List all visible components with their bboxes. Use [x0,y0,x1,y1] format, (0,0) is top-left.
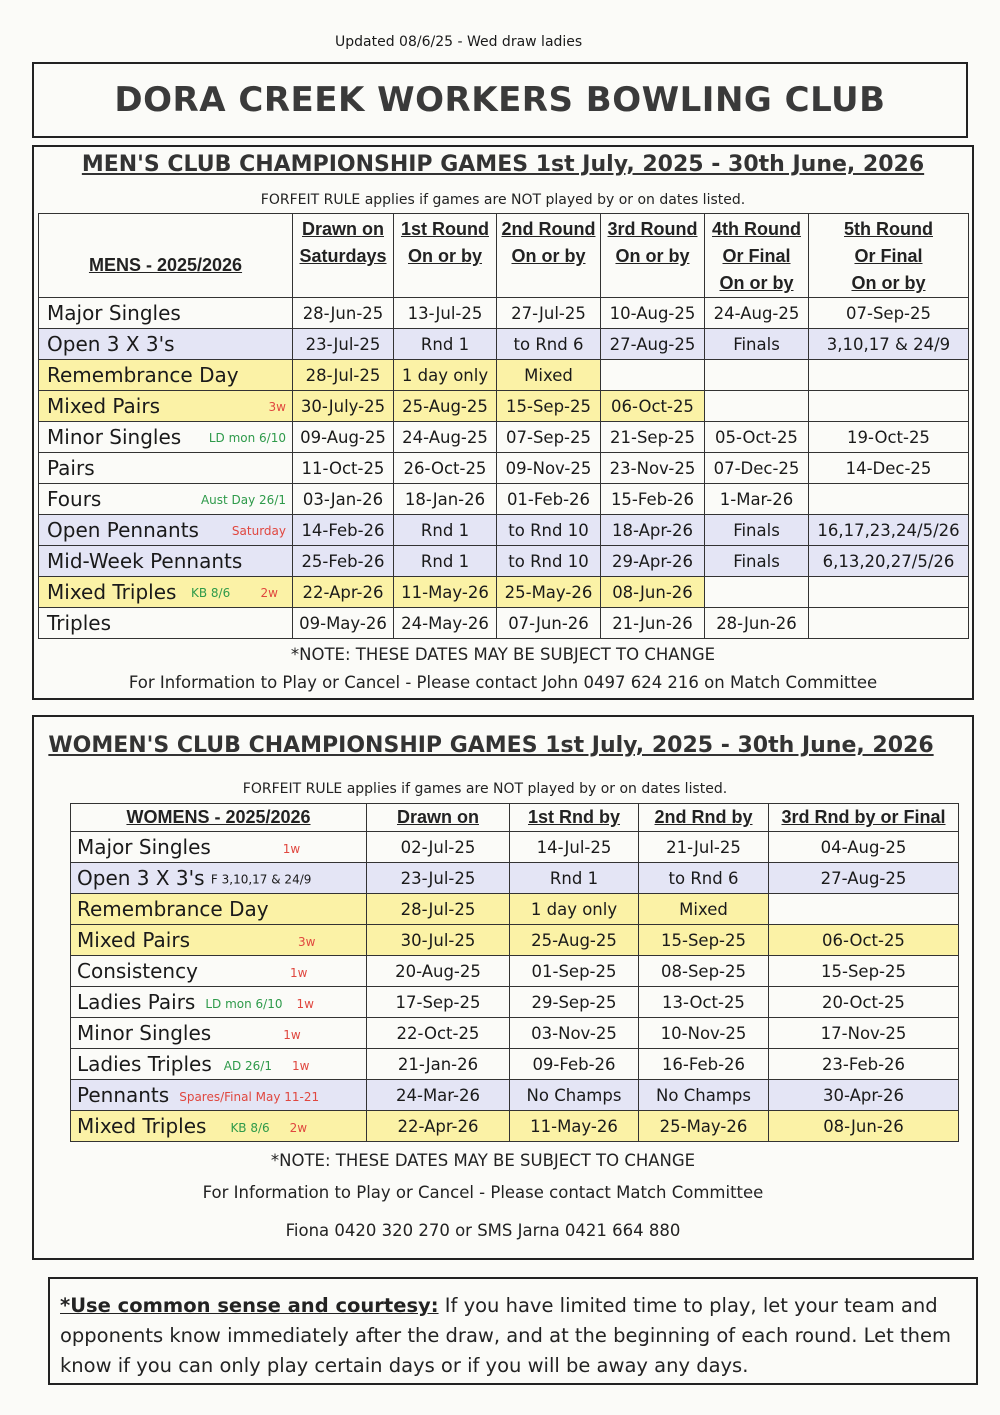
mens-r4-header: 4th Round Or Final On or by [705,214,809,298]
table-row [71,863,959,894]
womens-r1-header: 1st Rnd by [510,804,639,832]
round-1: 03-Nov-25 [510,1018,639,1049]
round-2: 13-Oct-25 [639,987,769,1018]
round-3: 21-Jun-26 [601,608,705,639]
table-row [39,422,969,453]
round-3: 18-Apr-26 [601,515,705,546]
round-3: 27-Aug-25 [601,329,705,360]
event-note: KB 8/6 [230,1120,270,1135]
event-name: Mixed Pairs 3w [39,391,293,422]
table-row [71,925,959,956]
event-note: F 3,10,17 & 24/9 [210,872,312,887]
event-name: Pairs [39,453,293,484]
club-title: DORA CREEK WORKERS BOWLING CLUB [114,80,886,120]
womens-section [32,715,974,1260]
drawn-date: 21-Jan-26 [367,1049,510,1080]
drawn-date: 11-Oct-25 [293,453,394,484]
event-name: Mixed Triples KB 8/6 2w [71,1111,367,1142]
round-2: 15-Sep-25 [497,391,601,422]
round-3: 20-Oct-25 [769,987,959,1018]
table-row [71,1111,959,1142]
round-5: 07-Sep-25 [809,298,969,329]
mens-schedule-table [38,213,969,639]
drawn-date: 30-Jul-25 [367,925,510,956]
event-note-weeks: 2w [289,1120,308,1135]
drawn-date: 22-Apr-26 [293,577,394,608]
drawn-date: 20-Aug-25 [367,956,510,987]
event-name: Open 3 X 3's [39,329,293,360]
round-3: 10-Aug-25 [601,298,705,329]
round-1: 14-Jul-25 [510,832,639,863]
event-note: AD 26/1 [223,1058,272,1073]
event-name: Remembrance Day [39,360,293,391]
round-5: 19-Oct-25 [809,422,969,453]
round-5: 3,10,17 & 24/9 [809,329,969,360]
round-2: 10-Nov-25 [639,1018,769,1049]
round-2: 09-Nov-25 [497,453,601,484]
round-3: 30-Apr-26 [769,1080,959,1111]
event-note: 1w [282,841,301,856]
round-3: 04-Aug-25 [769,832,959,863]
table-row [71,1049,959,1080]
round-4: Finals [705,329,809,360]
drawn-date: 28-Jun-25 [293,298,394,329]
drawn-date: 25-Feb-26 [293,546,394,577]
event-name: Remembrance Day [71,894,367,925]
event-note: Saturday [231,524,286,538]
round-2: to Rnd 6 [639,863,769,894]
event-name: Open Pennants Saturday [39,515,293,546]
event-note-weeks: 1w [296,996,314,1011]
round-4: 1-Mar-26 [705,484,809,515]
table-row [71,894,959,925]
mens-section-title: MEN'S CLUB CHAMPIONSHIP GAMES 1st July, 2025 - 30th June, 2026 [81,152,925,177]
round-1: Rnd 1 [510,863,639,894]
round-1: 24-May-26 [394,608,497,639]
round-1: 01-Sep-25 [510,956,639,987]
round-3 [601,360,705,391]
event-note: 1w [289,965,308,980]
round-2: No Champs [639,1080,769,1111]
event-name: Open 3 X 3's F 3,10,17 & 24/9 [71,863,367,894]
womens-contact-line: For Information to Play or Cancel - Please contact Match Committee [202,1183,764,1202]
table-row [71,1018,959,1049]
event-name: Mixed Pairs 3w [71,925,367,956]
drawn-date: 02-Jul-25 [367,832,510,863]
table-row [39,577,969,608]
mens-section [32,145,974,700]
round-3: 17-Nov-25 [769,1018,959,1049]
round-3: 06-Oct-25 [769,925,959,956]
round-2: 01-Feb-26 [497,484,601,515]
table-row [71,956,959,987]
round-3: 15-Sep-25 [769,956,959,987]
event-name: Consistency 1w [71,956,367,987]
round-5: 14-Dec-25 [809,453,969,484]
updated-note: Updated 08/6/25 - Wed draw ladies [335,34,583,50]
round-2: Mixed [497,360,601,391]
table-row [39,453,969,484]
round-5 [809,391,969,422]
event-note: 3w [268,400,286,414]
table-row [71,987,959,1018]
round-4: Finals [705,515,809,546]
round-3 [769,894,959,925]
womens-forfeit-rule: FORFEIT RULE applies if games are NOT played by or on dates listed. [242,781,728,797]
round-3: 29-Apr-26 [601,546,705,577]
round-2: 15-Sep-25 [639,925,769,956]
drawn-date: 24-Mar-26 [367,1080,510,1111]
round-1: 1 day only [394,360,497,391]
round-2: 25-May-26 [497,577,601,608]
round-4: 28-Jun-26 [705,608,809,639]
round-2: to Rnd 10 [497,515,601,546]
event-note: Spares/Final May 11-21 [179,1089,320,1104]
mens-r3-header: 3rd Round On or by [601,214,705,298]
round-1: 11-May-26 [510,1111,639,1142]
event-note: LD mon 6/10 [205,996,283,1011]
round-1: 13-Jul-25 [394,298,497,329]
event-name: Minor Singles LD mon 6/10 [39,422,293,453]
womens-drawn-header: Drawn on [367,804,510,832]
round-2: 07-Jun-26 [497,608,601,639]
mens-contact-line: For Information to Play or Cancel - Please contact John 0497 624 216 on Match Committee [128,673,878,692]
womens-header-row [71,804,959,832]
event-note: Aust Day 26/1 [200,493,286,507]
womens-r3-header: 3rd Rnd by or Final [769,804,959,832]
round-1: No Champs [510,1080,639,1111]
round-5: 16,17,23,24/5/26 [809,515,969,546]
drawn-date: 17-Sep-25 [367,987,510,1018]
event-name: Major Singles 1w [71,832,367,863]
round-4 [705,577,809,608]
round-3: 15-Feb-26 [601,484,705,515]
womens-section-title: WOMEN'S CLUB CHAMPIONSHIP GAMES 1st July, 2025 - 30th June, 2026 [48,733,934,758]
round-5 [809,484,969,515]
event-note-weeks: 2w [260,586,278,600]
round-2: 16-Feb-26 [639,1049,769,1080]
round-3: 23-Nov-25 [601,453,705,484]
round-1: Rnd 1 [394,329,497,360]
drawn-date: 28-Jul-25 [367,894,510,925]
womens-r2-header: 2nd Rnd by [639,804,769,832]
round-4: 05-Oct-25 [705,422,809,453]
round-2: 25-May-26 [639,1111,769,1142]
round-4: 07-Dec-25 [705,453,809,484]
round-3: 27-Aug-25 [769,863,959,894]
round-2: 21-Jul-25 [639,832,769,863]
round-4: Finals [705,546,809,577]
event-note: KB 8/6 [191,586,231,600]
round-1: Rnd 1 [394,515,497,546]
mens-r1-header: 1st Round On or by [394,214,497,298]
table-row [71,832,959,863]
drawn-date: 22-Apr-26 [367,1111,510,1142]
event-name: Major Singles [39,298,293,329]
table-row [39,484,969,515]
round-3: 08-Jun-26 [601,577,705,608]
table-row [39,608,969,639]
drawn-date: 28-Jul-25 [293,360,394,391]
event-name: Ladies Pairs LD mon 6/10 1w [71,987,367,1018]
event-name: Mid-Week Pennants [39,546,293,577]
round-1: 25-Aug-25 [394,391,497,422]
drawn-date: 03-Jan-26 [293,484,394,515]
drawn-date: 23-Jul-25 [367,863,510,894]
drawn-date: 09-Aug-25 [293,422,394,453]
mens-header-row [39,214,969,298]
round-1: 25-Aug-25 [510,925,639,956]
round-2: 07-Sep-25 [497,422,601,453]
table-row [39,329,969,360]
drawn-date: 14-Feb-26 [293,515,394,546]
table-row [39,298,969,329]
courtesy-notice [48,1277,978,1385]
event-note-weeks: 1w [291,1058,310,1073]
event-name: Fours Aust Day 26/1 [39,484,293,515]
event-note: LD mon 6/10 [208,431,286,445]
event-note: 3w [298,934,316,949]
event-name: Ladies Triples AD 26/1 1w [71,1049,367,1080]
mens-r2-header: 2nd Round On or by [497,214,601,298]
table-row [39,391,969,422]
round-2: Mixed [639,894,769,925]
table-row [39,546,969,577]
drawn-date: 22-Oct-25 [367,1018,510,1049]
table-row [71,1080,959,1111]
courtesy-heading: *Use common sense and courtesy: [60,1294,439,1317]
round-1: 1 day only [510,894,639,925]
event-name: Pennants Spares/Final May 11-21 [71,1080,367,1111]
round-2: 27-Jul-25 [497,298,601,329]
table-row [39,515,969,546]
event-name: Mixed Triples KB 8/6 2w [39,577,293,608]
courtesy-text: If you have limited time to play, let your team and opponents know immediately after the draw, and at the beginning of each round. Let them know if you can only play certain days or if you will be away any days. [60,1294,951,1377]
event-name: Triples [39,608,293,639]
mens-r5-header: 5th Round Or Final On or by [809,214,969,298]
round-1: Rnd 1 [394,546,497,577]
round-5: 6,13,20,27/5/26 [809,546,969,577]
round-5 [809,360,969,391]
womens-category-header: WOMENS - 2025/2026 [71,804,367,832]
round-4 [705,391,809,422]
round-1: 11-May-26 [394,577,497,608]
round-4: 24-Aug-25 [705,298,809,329]
round-1: 09-Feb-26 [510,1049,639,1080]
drawn-date: 23-Jul-25 [293,329,394,360]
womens-schedule-table [70,803,959,1142]
club-title-box [32,62,968,138]
round-3: 06-Oct-25 [601,391,705,422]
round-3: 21-Sep-25 [601,422,705,453]
mens-category-header: MENS - 2025/2026 [39,214,293,298]
round-2: 08-Sep-25 [639,956,769,987]
round-4 [705,360,809,391]
round-1: 29-Sep-25 [510,987,639,1018]
round-1: 26-Oct-25 [394,453,497,484]
event-name: Minor Singles 1w [71,1018,367,1049]
womens-phone-line: Fiona 0420 320 270 or SMS Jarna 0421 664 880 [285,1221,681,1240]
round-3: 23-Feb-26 [769,1049,959,1080]
mens-drawn-header: Drawn on Saturdays [293,214,394,298]
drawn-date: 30-July-25 [293,391,394,422]
table-row [39,360,969,391]
mens-dates-note: *NOTE: THESE DATES MAY BE SUBJECT TO CHANGE [290,645,716,664]
round-2: to Rnd 10 [497,546,601,577]
mens-forfeit-rule: FORFEIT RULE applies if games are NOT played by or on dates listed. [260,192,746,208]
round-3: 08-Jun-26 [769,1111,959,1142]
round-1: 18-Jan-26 [394,484,497,515]
round-1: 24-Aug-25 [394,422,497,453]
round-5 [809,577,969,608]
round-2: to Rnd 6 [497,329,601,360]
round-5 [809,608,969,639]
drawn-date: 09-May-26 [293,608,394,639]
womens-dates-note: *NOTE: THESE DATES MAY BE SUBJECT TO CHANGE [270,1151,696,1170]
event-note: 1w [283,1027,301,1042]
